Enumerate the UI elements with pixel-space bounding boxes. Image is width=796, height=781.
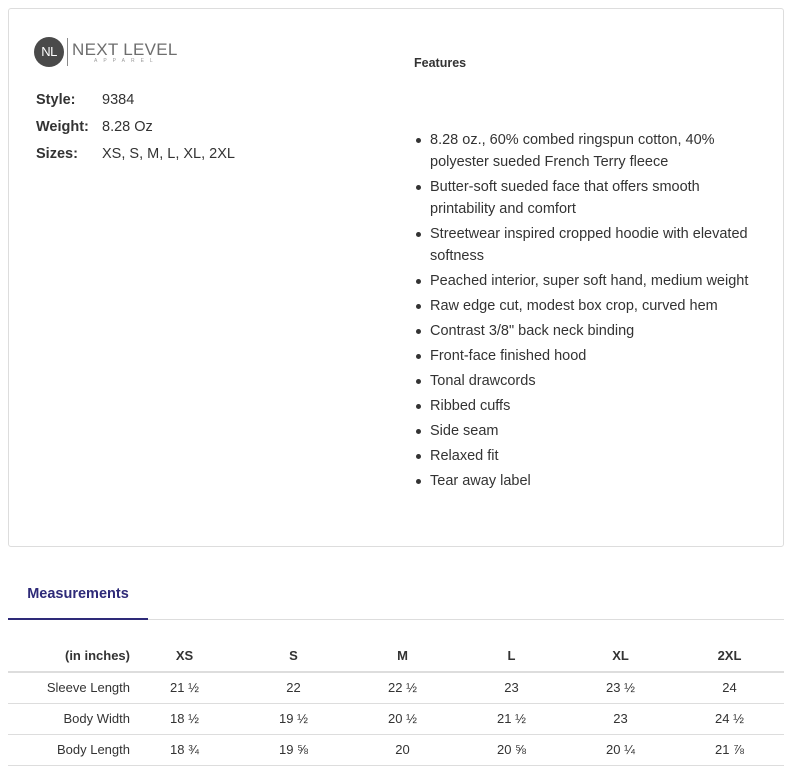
size-header: L	[457, 639, 566, 672]
feature-item: Butter-soft sueded face that offers smooth printability and comfort	[414, 176, 754, 220]
size-header: XS	[130, 639, 239, 672]
table-cell: 18 ¾	[130, 734, 239, 765]
feature-item: Streetwear inspired cropped hoodie with elevated softness	[414, 223, 754, 267]
feature-item: Relaxed fit	[414, 445, 754, 467]
feature-item: Contrast 3/8" back neck binding	[414, 320, 754, 342]
spec-label: Sizes:	[36, 146, 78, 162]
table-cell: 19 ½	[239, 703, 348, 734]
measurements-table	[8, 639, 784, 766]
product-info-card	[8, 8, 784, 547]
table-cell: 24	[675, 672, 784, 703]
brand-logo-name: NEXT LEVEL	[72, 40, 178, 59]
tab-bar	[8, 578, 784, 620]
feature-item: Tear away label	[414, 470, 754, 492]
table-cell: 20 ½	[348, 703, 457, 734]
spec-label: Weight:	[36, 119, 89, 135]
table-cell: 21 ⅞	[675, 734, 784, 765]
feature-item: Ribbed cuffs	[414, 395, 754, 417]
size-header: S	[239, 639, 348, 672]
brand-logo	[34, 36, 194, 68]
feature-item: Front-face finished hood	[414, 345, 754, 367]
spec-value: 8.28 Oz	[102, 119, 153, 135]
feature-item: Peached interior, super soft hand, medium weight	[414, 270, 754, 292]
table-cell: 23 ½	[566, 672, 675, 703]
table-cell: 22 ½	[348, 672, 457, 703]
table-cell: 24 ½	[675, 703, 784, 734]
feature-item: 8.28 oz., 60% combed ringspun cotton, 40% polyester sueded French Terry fleece	[414, 129, 754, 173]
spec-value: XS, S, M, L, XL, 2XL	[102, 146, 235, 162]
row-label: Body Length	[8, 734, 130, 765]
table-cell: 21 ½	[130, 672, 239, 703]
tab-measurements[interactable]: Measurements	[8, 578, 148, 620]
table-cell: 19 ⅝	[239, 734, 348, 765]
features-title: Features	[414, 56, 467, 70]
table-cell: 23	[566, 703, 675, 734]
brand-logo-subtitle: APPAREL	[94, 58, 159, 64]
table-header-row	[8, 639, 784, 672]
brand-logo-divider	[67, 38, 68, 66]
table-row	[8, 734, 784, 765]
table-cell: 18 ½	[130, 703, 239, 734]
table-row	[8, 703, 784, 734]
table-row	[8, 672, 784, 703]
feature-item: Side seam	[414, 420, 754, 442]
feature-item: Tonal drawcords	[414, 370, 754, 392]
row-label: Sleeve Length	[8, 672, 130, 703]
feature-item: Raw edge cut, modest box crop, curved hem	[414, 295, 754, 317]
size-header: 2XL	[675, 639, 784, 672]
table-cell: 22	[239, 672, 348, 703]
table-cell: 23	[457, 672, 566, 703]
size-header: M	[348, 639, 457, 672]
row-label: Body Width	[8, 703, 130, 734]
unit-label: (in inches)	[8, 639, 130, 672]
spec-label: Style:	[36, 92, 76, 108]
brand-logo-circle: NL	[34, 37, 64, 67]
features-list	[414, 129, 754, 495]
spec-value: 9384	[102, 92, 135, 108]
table-cell: 20 ¼	[566, 734, 675, 765]
table-cell: 21 ½	[457, 703, 566, 734]
size-header: XL	[566, 639, 675, 672]
table-cell: 20	[348, 734, 457, 765]
table-cell: 20 ⅝	[457, 734, 566, 765]
